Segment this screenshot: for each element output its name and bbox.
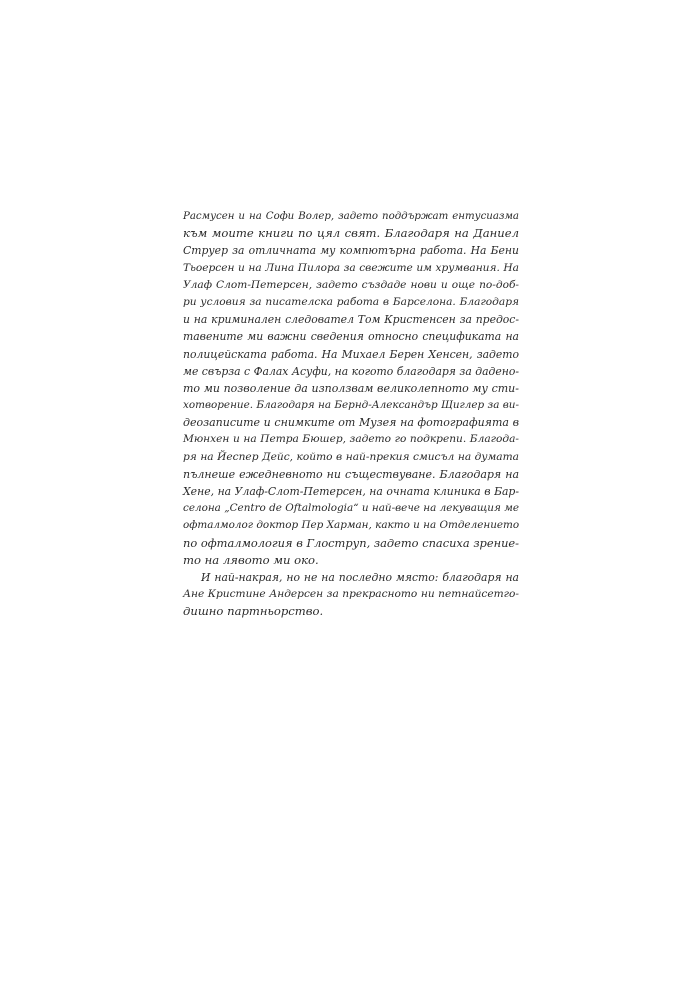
text-line: ри условия за писателска работа в Барселона. Благодаря (183, 295, 519, 308)
text-line: Мюнхен и на Петра Бюшер, задето го подкрепи. Благода- (183, 433, 519, 446)
acknowledgements-paragraph-2 (183, 569, 519, 621)
text-line: то на лявото ми око. (183, 552, 319, 567)
text-line: то ми позволение да използвам великолепното му сти- (183, 381, 519, 395)
text-line: Хене, на Улаф-Слот-Петерсен, на очната клиника в Бар- (183, 485, 519, 498)
acknowledgements-paragraph-1 (183, 208, 519, 569)
acknowledgements-text (183, 208, 519, 621)
text-line: пълнеше ежедневното ни съществуване. Благодаря на (183, 467, 519, 481)
text-line: по офталмология в Глоструп, задето спасиха зрение- (183, 535, 519, 550)
text-line: към моите книги по цял свят. Благодаря на Даниел (183, 226, 519, 241)
text-line: хотворение. Благодаря на Бернд-Александър Щиглер за ви- (183, 399, 519, 412)
text-line: деозаписите и снимките от Музея на фотографията в (183, 416, 519, 430)
text-line: офталмолог доктор Пер Харман, както и на Отделението (183, 519, 520, 532)
text-line: И най-накрая, но не на последно място: благодаря на (201, 570, 519, 584)
text-line: полицейската работа. На Михаел Берен Хенсен, задето (183, 347, 519, 361)
text-line: Струер за отличната му компютърна работа. На Бени (183, 244, 519, 258)
text-line: и на криминален следовател Том Кристенсен за предос- (183, 313, 519, 327)
text-line: тавените ми важни сведения относно спецификата на (183, 330, 519, 344)
text-line: селона „Centro de Oftalmologia“ и най-вече на лекуващия ме (183, 502, 519, 515)
text-line: дишно партньорство. (183, 604, 324, 619)
text-line: ме свърза с Фалах Асуфи, на когото благодаря за дадено- (183, 364, 519, 378)
text-line: Ане Кристине Андерсен за прекрасното ни петнайсетго- (183, 588, 519, 601)
text-line: ря на Йеспер Дейс, който в най-прекия смисъл на думата (183, 450, 519, 463)
text-line: Тьоерсен и на Лина Пилора за свежите им хрумвания. На (183, 261, 519, 274)
text-line: Расмусен и на Софи Волер, задето поддържат ентусиазма (183, 211, 519, 222)
text-line: Улаф Слот-Петерсен, задето създаде нови и още по-доб- (183, 278, 519, 291)
